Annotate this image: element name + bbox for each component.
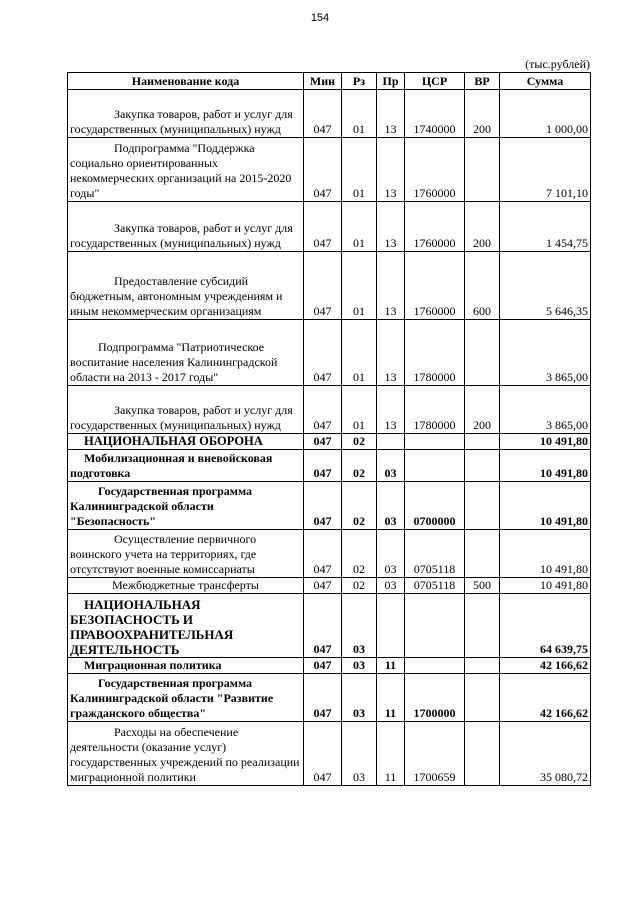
row-name [68,594,304,658]
header-min: Мин [304,73,342,90]
row-rz: 02 [342,578,377,594]
row-name [68,90,304,138]
header-row [68,73,591,90]
row-vr [465,594,500,658]
row-vr [465,320,500,386]
row-rz: 03 [342,674,377,722]
row-rz: 01 [342,252,377,320]
header-pr: Пр [377,73,405,90]
row-csr: 1760000 [405,202,465,252]
row-name-text: Расходы на обеспечение деятельности (оказание услуг) государственных учреждений по реализации миграционной политики [70,725,300,784]
row-name [68,202,304,252]
row-rz: 03 [342,594,377,658]
row-rz: 01 [342,386,377,434]
row-sum: 7 101,10 [500,138,591,202]
row-vr [465,722,500,786]
row-csr: 0705118 [405,578,465,594]
row-csr: 1700000 [405,674,465,722]
row-pr: 13 [377,90,405,138]
row-rz: 03 [342,722,377,786]
row-min: 047 [304,90,342,138]
row-pr: 11 [377,722,405,786]
table-row [68,434,591,450]
page-number: 154 [310,12,330,24]
table-row [68,482,591,530]
row-csr [405,658,465,674]
row-pr: 03 [377,482,405,530]
row-vr: 200 [465,202,500,252]
row-csr: 0705118 [405,530,465,578]
row-name [68,722,304,786]
row-pr: 13 [377,138,405,202]
row-min: 047 [304,202,342,252]
row-sum: 64 639,75 [500,594,591,658]
row-pr [377,434,405,450]
row-name-text: Подпрограмма "Поддержка социально ориентированных некоммерческих организаций на 2015-2020 годы" [70,141,292,200]
row-name-text: Межбюджетные трансферты [112,578,259,592]
row-name [68,530,304,578]
row-name-text: Осуществление первичного воинского учета на территориях, где отсутствуют военные комиссариаты [70,532,257,576]
row-sum: 10 491,80 [500,482,591,530]
row-csr: 1700659 [405,722,465,786]
table-row [68,202,591,252]
row-sum: 10 491,80 [500,530,591,578]
row-name [68,482,304,530]
row-csr: 1760000 [405,138,465,202]
row-pr [377,594,405,658]
table-row [68,578,591,594]
row-name-text: НАЦИОНАЛЬНАЯ БЕЗОПАСНОСТЬ И ПРАВООХРАНИТЕЛЬНАЯ ДЕЯТЕЛЬНОСТЬ [70,597,234,657]
row-pr: 13 [377,202,405,252]
table-row [68,450,591,482]
table-row [68,138,591,202]
row-pr: 13 [377,252,405,320]
table-row [68,386,591,434]
row-sum: 10 491,80 [500,450,591,482]
row-rz: 02 [342,434,377,450]
row-min: 047 [304,320,342,386]
row-rz: 03 [342,658,377,674]
row-name-text: Государственная программа Калининградской области "Развитие гражданского общества" [70,676,274,720]
row-sum: 3 865,00 [500,320,591,386]
row-vr: 600 [465,252,500,320]
row-name-text: Подпрограмма "Патриотическое воспитание населения Калининградской области на 2013 - 2017 годы" [70,340,278,384]
row-name [68,138,304,202]
row-min: 047 [304,578,342,594]
row-csr: 0700000 [405,482,465,530]
row-name-text: Закупка товаров, работ и услуг для государственных (муниципальных) нужд [70,221,293,250]
row-rz: 02 [342,530,377,578]
row-vr [465,658,500,674]
row-vr [465,138,500,202]
row-name [68,658,304,674]
row-min: 047 [304,674,342,722]
row-pr: 11 [377,658,405,674]
row-csr: 1780000 [405,320,465,386]
row-csr: 1740000 [405,90,465,138]
row-min: 047 [304,482,342,530]
row-vr [465,434,500,450]
row-name [68,578,304,594]
header-csr: ЦСР [405,73,465,90]
row-name-text: Государственная программа Калининградской области "Безопасность" [70,484,253,528]
row-name-text: НАЦИОНАЛЬНАЯ ОБОРОНА [84,434,263,448]
row-sum: 42 166,62 [500,674,591,722]
row-min: 047 [304,252,342,320]
row-sum: 10 491,80 [500,578,591,594]
row-sum: 1 000,00 [500,90,591,138]
row-csr: 1760000 [405,252,465,320]
row-vr: 500 [465,578,500,594]
row-min: 047 [304,450,342,482]
row-name-text: Закупка товаров, работ и услуг для государственных (муниципальных) нужд [70,403,293,432]
row-min: 047 [304,434,342,450]
row-rz: 01 [342,90,377,138]
unit-label: (тыс.рублей) [525,57,590,71]
row-sum: 5 646,35 [500,252,591,320]
row-name-text: Предоставление субсидий бюджетным, автономным учреждениям и иным некоммерческим организациям [70,274,283,318]
row-vr [465,674,500,722]
table-row [68,90,591,138]
table-row [68,674,591,722]
row-pr: 03 [377,450,405,482]
row-rz: 01 [342,320,377,386]
row-min: 047 [304,594,342,658]
row-min: 047 [304,386,342,434]
row-min: 047 [304,658,342,674]
row-rz: 01 [342,138,377,202]
row-sum: 42 166,62 [500,658,591,674]
header-rz: Рз [342,73,377,90]
row-rz: 02 [342,482,377,530]
row-name [68,386,304,434]
row-vr: 200 [465,386,500,434]
row-name [68,320,304,386]
row-name-text: Мобилизационная и вневойсковая подготовка [70,451,273,480]
row-rz: 01 [342,202,377,252]
header-sum: Сумма [500,73,591,90]
row-csr: 1780000 [405,386,465,434]
row-pr: 03 [377,530,405,578]
row-sum: 10 491,80 [500,434,591,450]
table-row [68,320,591,386]
row-csr [405,434,465,450]
header-name: Наименование кода [68,73,304,90]
row-pr: 11 [377,674,405,722]
table-row [68,252,591,320]
budget-table [67,72,591,786]
row-min: 047 [304,138,342,202]
row-name-text: Закупка товаров, работ и услуг для государственных (муниципальных) нужд [70,107,293,136]
table-row [68,530,591,578]
row-min: 047 [304,722,342,786]
row-sum: 1 454,75 [500,202,591,252]
row-rz: 02 [342,450,377,482]
table-row [68,658,591,674]
row-sum: 3 865,00 [500,386,591,434]
row-name [68,674,304,722]
row-name [68,252,304,320]
row-name-text: Миграционная политика [84,658,222,672]
row-name [68,434,304,450]
row-min: 047 [304,530,342,578]
row-pr: 13 [377,386,405,434]
row-sum: 35 080,72 [500,722,591,786]
table-row [68,594,591,658]
row-pr: 13 [377,320,405,386]
row-vr: 200 [465,90,500,138]
table-row [68,722,591,786]
row-vr [465,450,500,482]
row-vr [465,482,500,530]
row-csr [405,594,465,658]
row-pr: 03 [377,578,405,594]
row-name [68,450,304,482]
header-vr: ВР [465,73,500,90]
row-csr [405,450,465,482]
row-vr [465,530,500,578]
